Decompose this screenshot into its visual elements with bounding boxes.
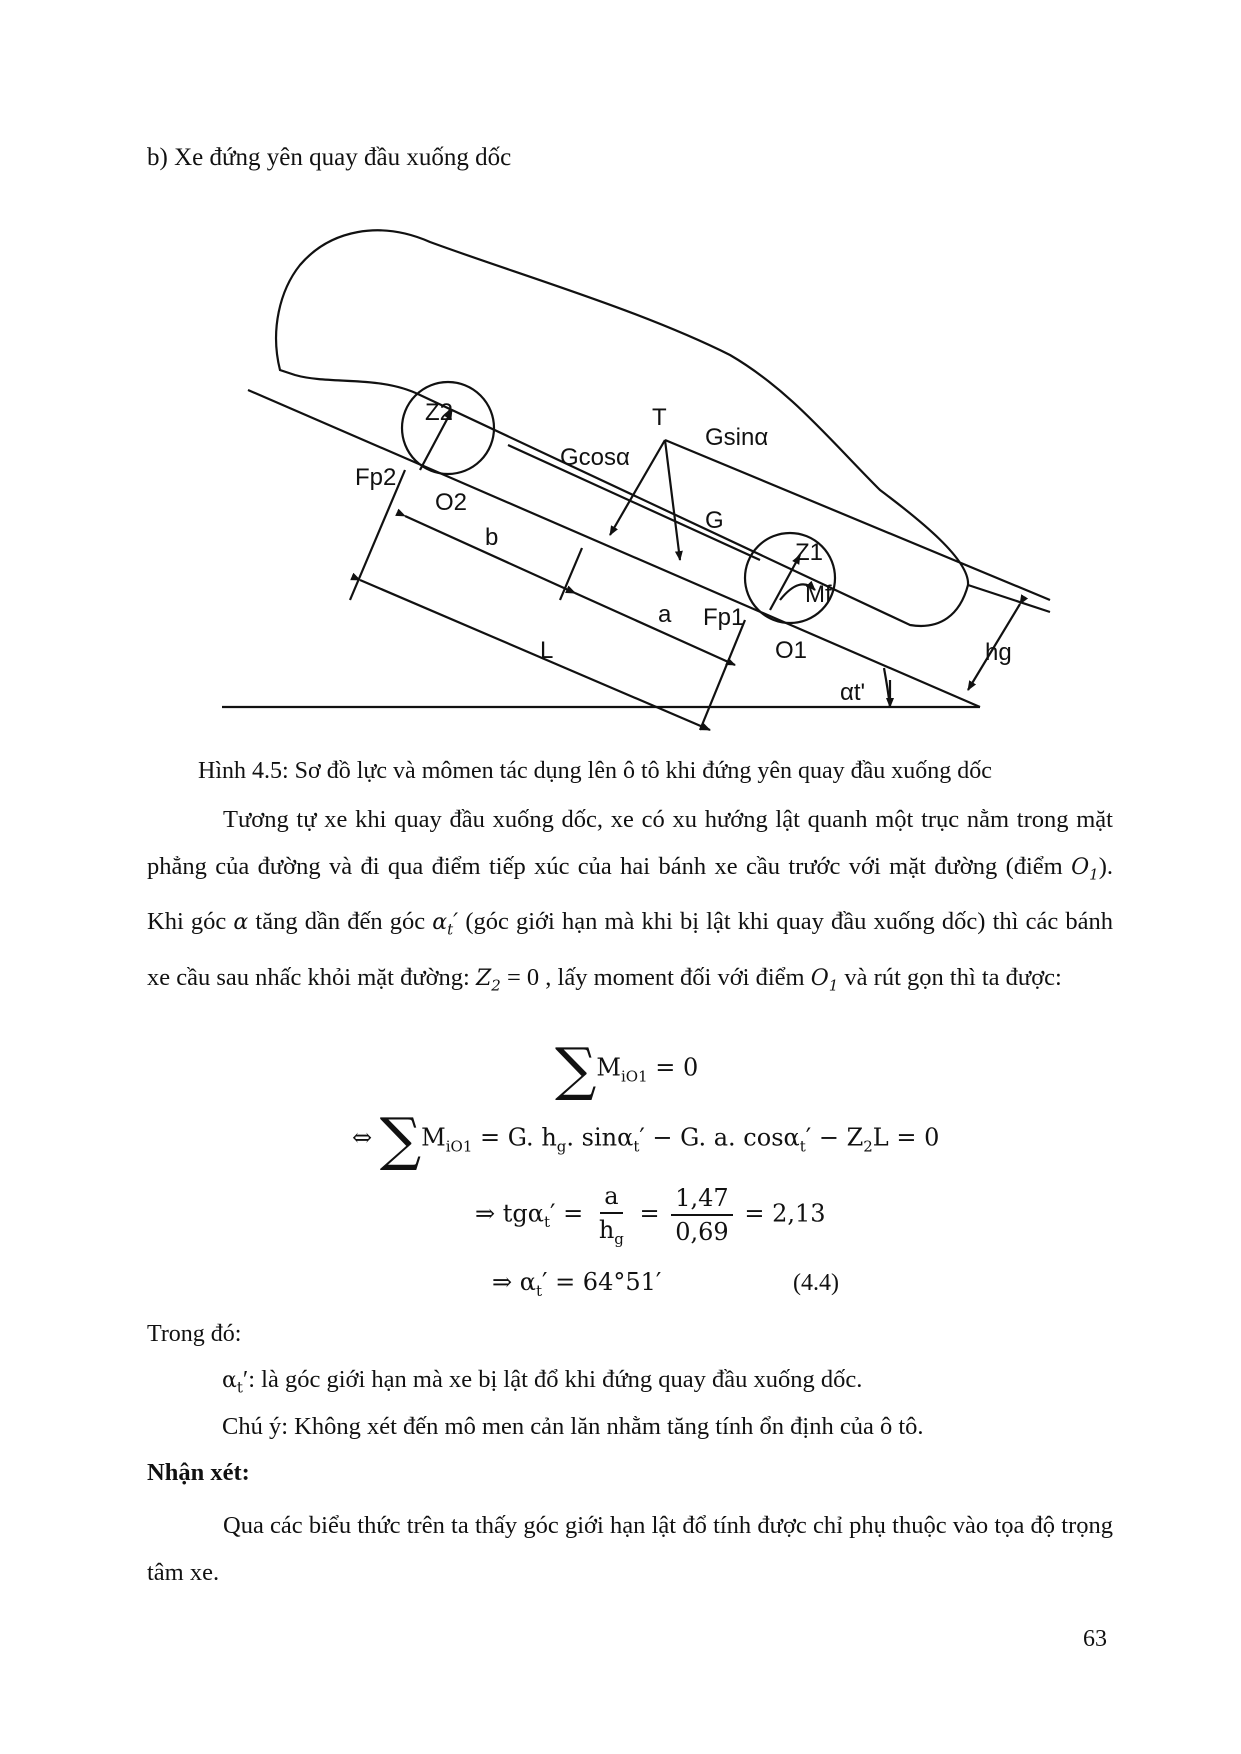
dim-extension-o1 <box>700 620 745 730</box>
g-arrow <box>665 440 680 560</box>
hg-extension <box>968 585 1050 612</box>
label-o1: O1 <box>775 637 808 664</box>
slope-line <box>248 390 980 707</box>
equation-4: ⇒ $\alpha_t' = 64^\circ 51'$ <box>492 1268 662 1300</box>
equation-3: ⇒ tgα$_t$′ = $\frac{a}{h_g}$ = $\frac{1,47}{0,69}$ = 2,13 <box>475 1182 826 1248</box>
section-heading: b) Xe đứng yên quay đầu xuống dốc <box>147 144 512 171</box>
label-z1: Z1 <box>795 539 824 566</box>
sum-symbol: ∑ <box>555 1035 597 1103</box>
label-hg: hg <box>985 639 1012 666</box>
equation-1: $\sum M_{iO1} = 0$ <box>555 1035 699 1103</box>
label-fp1: Fp1 <box>703 604 745 631</box>
label-gsin: Gsinα <box>705 424 769 451</box>
sum-symbol: ∑ <box>379 1105 422 1173</box>
figure-caption: Hình 4.5: Sơ đồ lực và mômen tác dụng lên ô tô khi đứng yên quay đầu xuống dốc <box>198 758 992 784</box>
label-a: a <box>658 601 672 628</box>
body-paragraph: Tương tự xe khi quay đầu xuống dốc, xe có xu hướng lật quanh một trục nằm trong mặt phẳng của đường và đi qua điểm tiếp xúc của hai bánh xe cầu trước với mặt đường (điểm $O_1$). Khi góc α tăng dần đến góc $\alpha_t'$ (góc giới hạn mà khi bị lật khi quay đầu xuống dốc) thì các bánh xe cầu sau nhấc khỏi mặt đường: $Z_2 = 0$ , lấy moment đối với điểm $O_1$ và rút gọn thì ta được: <box>147 806 1113 995</box>
definition-line: $\alpha_t'$: là góc giới hạn mà xe bị lật đổ khi đứng quay đầu xuống dốc. <box>222 1366 863 1397</box>
fraction-values: $\frac{1,47}{0,69}$ <box>671 1184 732 1246</box>
label-alpha: αt' <box>840 679 866 706</box>
car-body <box>276 230 968 626</box>
body-line <box>508 445 760 560</box>
label-mf: Mf <box>805 581 832 608</box>
label-g: G <box>705 507 724 534</box>
equation-2: ⇔ $\sum M_{iO1} = G$. $h_g$. sinα$_t$′ − G. a. $\cos\alpha_t' - Z_2L = 0$ <box>352 1105 940 1173</box>
label-o2: O2 <box>435 489 468 516</box>
label-t: T <box>652 404 667 431</box>
label-l: L <box>540 637 554 664</box>
fraction-a-hg: $\frac{a}{h_g}$ <box>598 1182 624 1248</box>
rear-wheel <box>402 382 494 474</box>
label-fp2: Fp2 <box>355 464 397 491</box>
label-gcos: Gcosα <box>560 444 630 471</box>
where-label: Trong đó: <box>147 1321 242 1347</box>
remark-paragraph: Qua các biểu thức trên ta thấy góc giới hạn lật đổ tính được chỉ phụ thuộc vào tọa độ trọng tâm xe. <box>147 1512 1113 1586</box>
remark-heading: Nhận xét: <box>147 1459 250 1486</box>
note-line: Chú ý: Không xét đến mô men cản lăn nhằm tăng tính ổn định của ô tô. <box>222 1413 924 1440</box>
label-z2: Z2 <box>425 399 454 426</box>
page-number: 63 <box>1083 1626 1107 1652</box>
equation-number: (4.4) <box>793 1270 839 1296</box>
label-b: b <box>485 524 499 551</box>
force-diagram <box>200 190 1060 750</box>
